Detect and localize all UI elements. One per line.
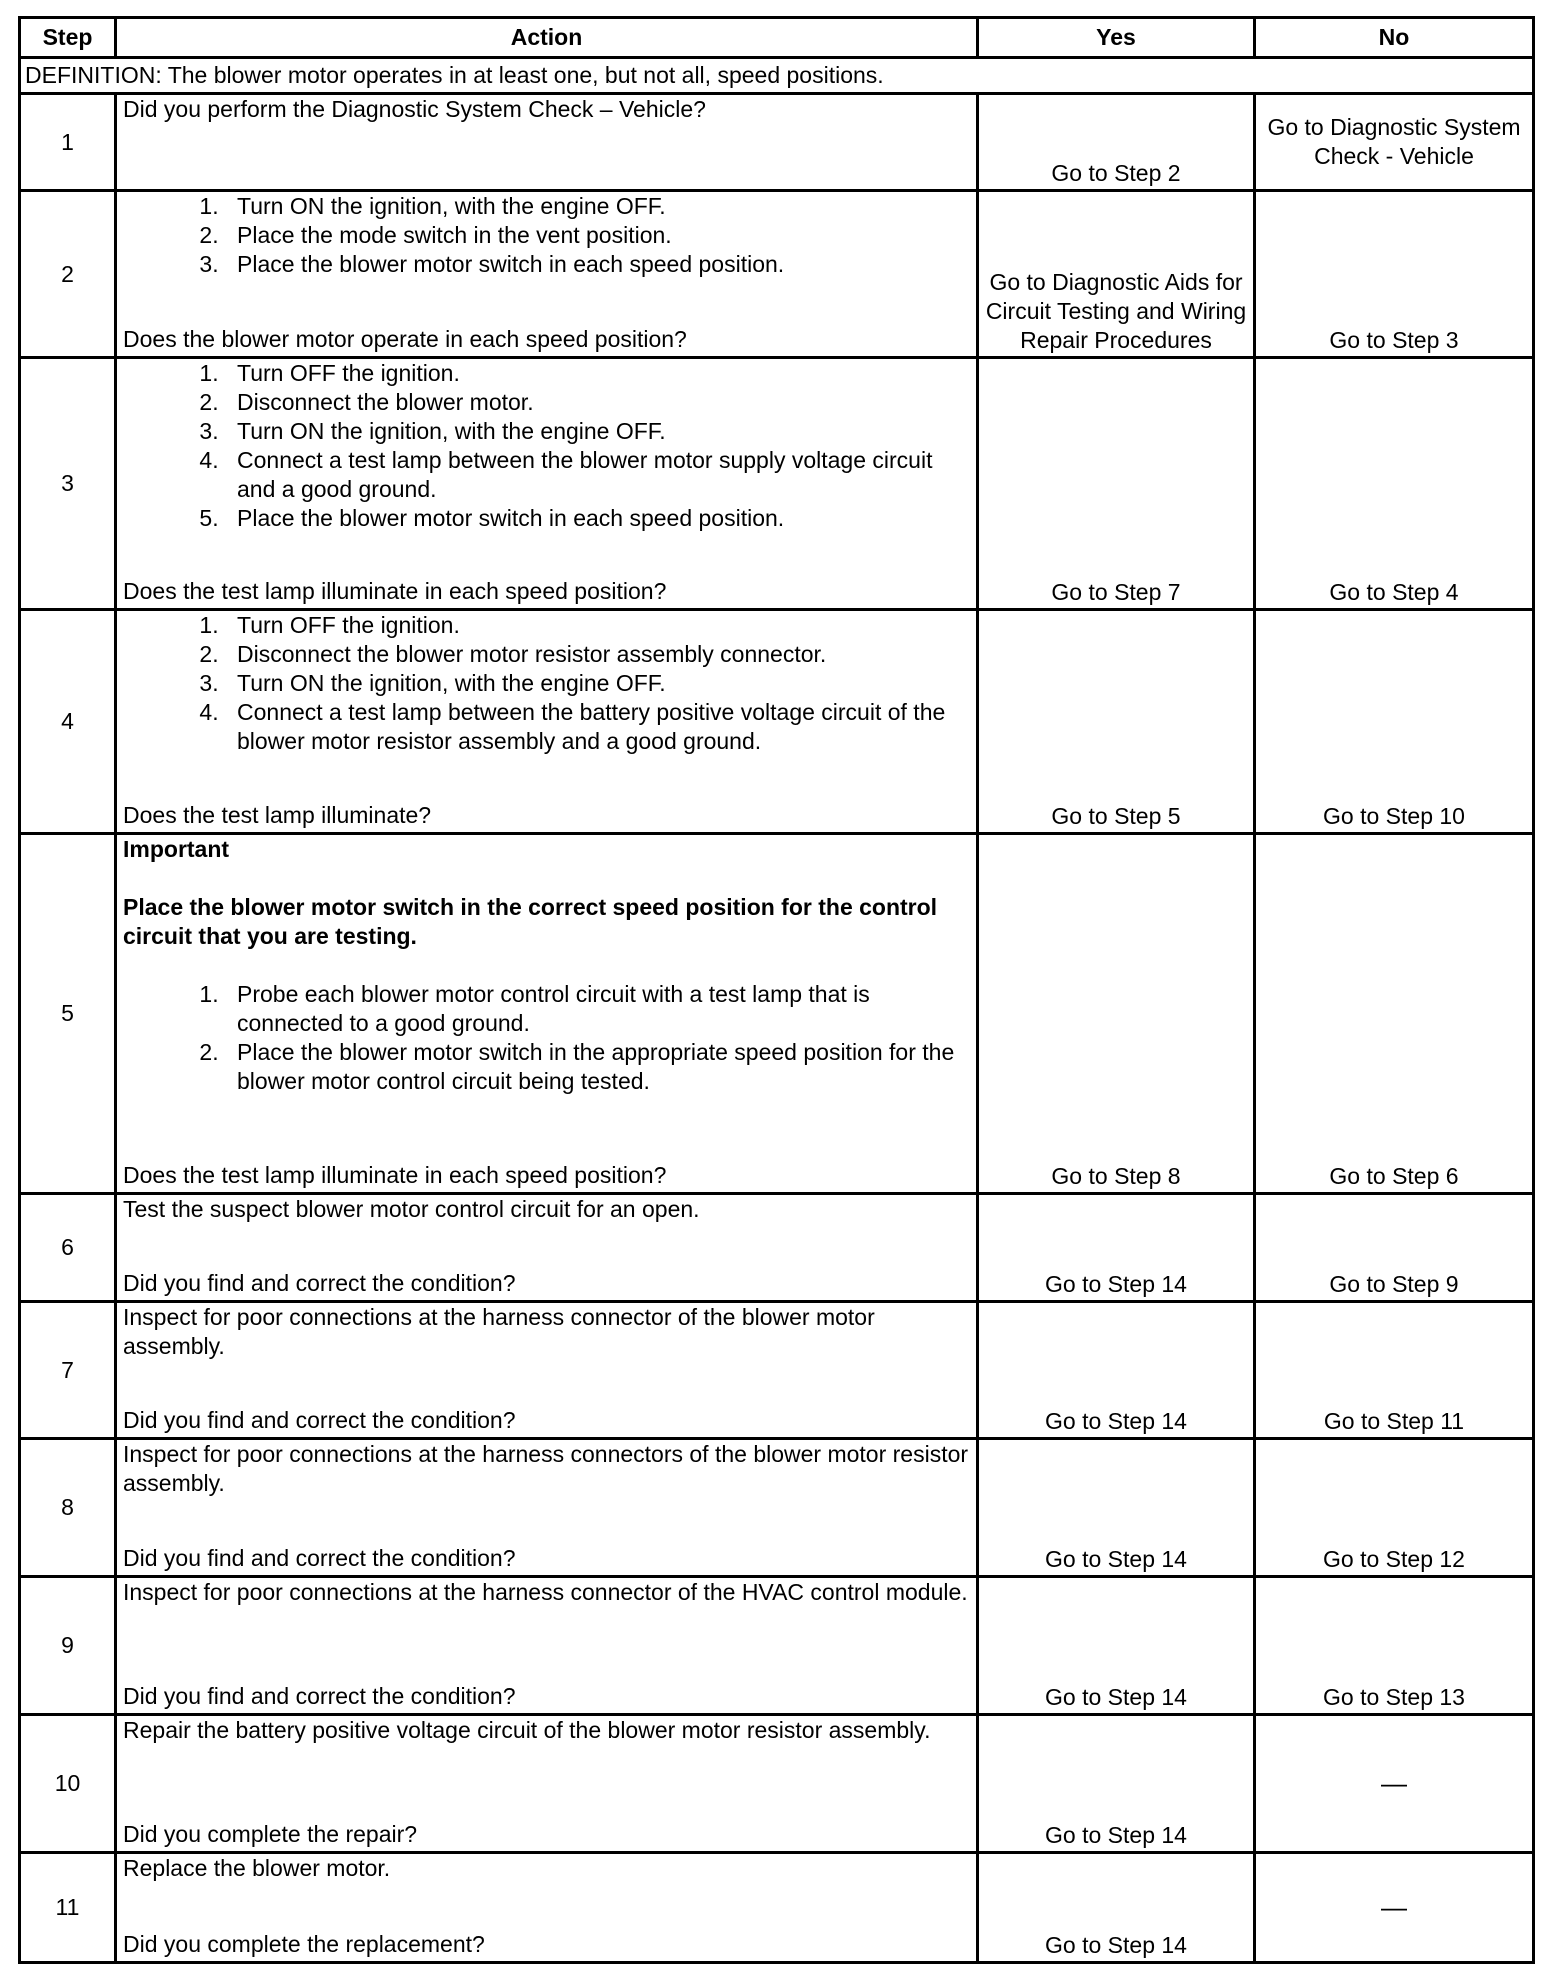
- action-question: Does the blower motor operate in each speed position?: [123, 326, 687, 352]
- action-text: Inspect for poor connections at the harness connector of the HVAC control module.: [123, 1579, 968, 1605]
- action-cell: [116, 1439, 978, 1577]
- table-row-step-10: [20, 1715, 1534, 1853]
- yes-cell: Go to Diagnostic Aids for Circuit Testing and Wiring Repair Procedures: [978, 191, 1255, 358]
- table-row-step-11: [20, 1853, 1534, 1963]
- table-row-step-2: [20, 191, 1534, 358]
- no-cell: Go to Step 12: [1255, 1439, 1534, 1577]
- action-text: Repair the battery positive voltage circuit of the blower motor resistor assembly.: [123, 1717, 931, 1743]
- step-number: 1: [20, 94, 116, 191]
- action-cell: [116, 94, 978, 191]
- action-step-item: 3. Place the blower motor switch in each speed position.: [225, 250, 970, 279]
- step-number: 5: [20, 834, 116, 1194]
- action-step-item: 1. Probe each blower motor control circuit with a test lamp that is connected to a good ground.: [225, 980, 970, 1038]
- no-cell: Go to Step 10: [1255, 610, 1534, 834]
- header-step: Step: [20, 18, 116, 58]
- table-row-step-7: [20, 1302, 1534, 1439]
- definition-row: [20, 58, 1534, 94]
- action-cell: [116, 610, 978, 834]
- step-number: 4: [20, 610, 116, 834]
- action-step-item: 2. Place the mode switch in the vent position.: [225, 221, 970, 250]
- no-cell: Go to Step 3: [1255, 191, 1534, 358]
- header-action: Action: [116, 18, 978, 58]
- yes-cell: Go to Step 14: [978, 1439, 1255, 1577]
- yes-cell: Go to Step 14: [978, 1853, 1255, 1963]
- header-no: No: [1255, 18, 1534, 58]
- action-cell: [116, 191, 978, 358]
- action-cell: [116, 1853, 978, 1963]
- table-row-step-8: [20, 1439, 1534, 1577]
- step-number: 10: [20, 1715, 116, 1853]
- action-question: Does the test lamp illuminate in each speed position?: [123, 578, 667, 604]
- action-question: Did you find and correct the condition?: [123, 1683, 516, 1709]
- no-cell: Go to Step 11: [1255, 1302, 1534, 1439]
- action-step-item: 4. Connect a test lamp between the battery positive voltage circuit of the blower motor resistor assembly and a good ground.: [225, 698, 970, 756]
- table-row-step-1: [20, 94, 1534, 191]
- action-steps-list: [123, 192, 970, 279]
- action-cell: [116, 1302, 978, 1439]
- step-number: 11: [20, 1853, 116, 1963]
- no-cell: —: [1255, 1715, 1534, 1853]
- yes-cell: Go to Step 14: [978, 1577, 1255, 1715]
- yes-cell: Go to Step 14: [978, 1302, 1255, 1439]
- no-cell: Go to Diagnostic System Check - Vehicle: [1255, 94, 1534, 191]
- action-text: Inspect for poor connections at the harness connector of the blower motor assembly.: [123, 1304, 875, 1359]
- important-text: Place the blower motor switch in the correct speed position for the control circuit that you are testing.: [123, 894, 938, 949]
- important-label: Important: [123, 836, 230, 862]
- action-text: Test the suspect blower motor control circuit for an open.: [123, 1196, 700, 1222]
- action-question: Did you complete the repair?: [123, 1821, 418, 1847]
- yes-cell: Go to Step 5: [978, 610, 1255, 834]
- action-step-item: 3. Turn ON the ignition, with the engine OFF.: [225, 417, 970, 446]
- action-step-item: 2. Place the blower motor switch in the appropriate speed position for the blower motor control circuit being tested.: [225, 1038, 970, 1096]
- no-cell: Go to Step 13: [1255, 1577, 1534, 1715]
- yes-cell: Go to Step 7: [978, 358, 1255, 610]
- header-row: [20, 18, 1534, 58]
- action-step-item: 1. Turn OFF the ignition.: [225, 611, 970, 640]
- diagnostic-table: [18, 16, 1535, 1964]
- no-cell: Go to Step 9: [1255, 1194, 1534, 1302]
- table-row-step-4: [20, 610, 1534, 834]
- no-cell: Go to Step 4: [1255, 358, 1534, 610]
- action-cell: [116, 1577, 978, 1715]
- table-row-step-5: [20, 834, 1534, 1194]
- action-question: Did you complete the replacement?: [123, 1931, 485, 1957]
- action-step-item: 4. Connect a test lamp between the blower motor supply voltage circuit and a good ground.: [225, 446, 970, 504]
- action-step-item: 1. Turn ON the ignition, with the engine OFF.: [225, 192, 970, 221]
- action-step-item: 5. Place the blower motor switch in each speed position.: [225, 504, 970, 533]
- step-number: 7: [20, 1302, 116, 1439]
- action-steps-list: [123, 359, 970, 533]
- yes-cell: Go to Step 8: [978, 834, 1255, 1194]
- table-row-step-9: [20, 1577, 1534, 1715]
- action-text: Replace the blower motor.: [123, 1855, 391, 1881]
- no-cell: Go to Step 6: [1255, 834, 1534, 1194]
- action-cell: [116, 358, 978, 610]
- table-row-step-3: [20, 358, 1534, 610]
- action-step-item: 2. Disconnect the blower motor.: [225, 388, 970, 417]
- yes-cell: Go to Step 2: [978, 94, 1255, 191]
- step-number: 2: [20, 191, 116, 358]
- yes-cell: Go to Step 14: [978, 1194, 1255, 1302]
- action-text: Inspect for poor connections at the harness connectors of the blower motor resistor assembly.: [123, 1441, 969, 1496]
- action-cell: [116, 834, 978, 1194]
- action-step-item: 1. Turn OFF the ignition.: [225, 359, 970, 388]
- action-step-item: 3. Turn ON the ignition, with the engine OFF.: [225, 669, 970, 698]
- no-cell: —: [1255, 1853, 1534, 1963]
- action-step-item: 2. Disconnect the blower motor resistor assembly connector.: [225, 640, 970, 669]
- step-number: 8: [20, 1439, 116, 1577]
- action-question: Did you find and correct the condition?: [123, 1270, 516, 1296]
- definition-text: DEFINITION: The blower motor operates in at least one, but not all, speed positions.: [20, 58, 1534, 94]
- action-steps-list: [123, 611, 970, 756]
- action-cell: [116, 1194, 978, 1302]
- action-question: Does the test lamp illuminate in each speed position?: [123, 1162, 667, 1188]
- action-question: Did you perform the Diagnostic System Check – Vehicle?: [123, 96, 706, 122]
- header-yes: Yes: [978, 18, 1255, 58]
- action-question: Does the test lamp illuminate?: [123, 802, 432, 828]
- action-question: Did you find and correct the condition?: [123, 1407, 516, 1433]
- action-steps-list: [123, 980, 970, 1096]
- action-cell: [116, 1715, 978, 1853]
- yes-cell: Go to Step 14: [978, 1715, 1255, 1853]
- step-number: 3: [20, 358, 116, 610]
- step-number: 6: [20, 1194, 116, 1302]
- table-row-step-6: [20, 1194, 1534, 1302]
- action-question: Did you find and correct the condition?: [123, 1545, 516, 1571]
- step-number: 9: [20, 1577, 116, 1715]
